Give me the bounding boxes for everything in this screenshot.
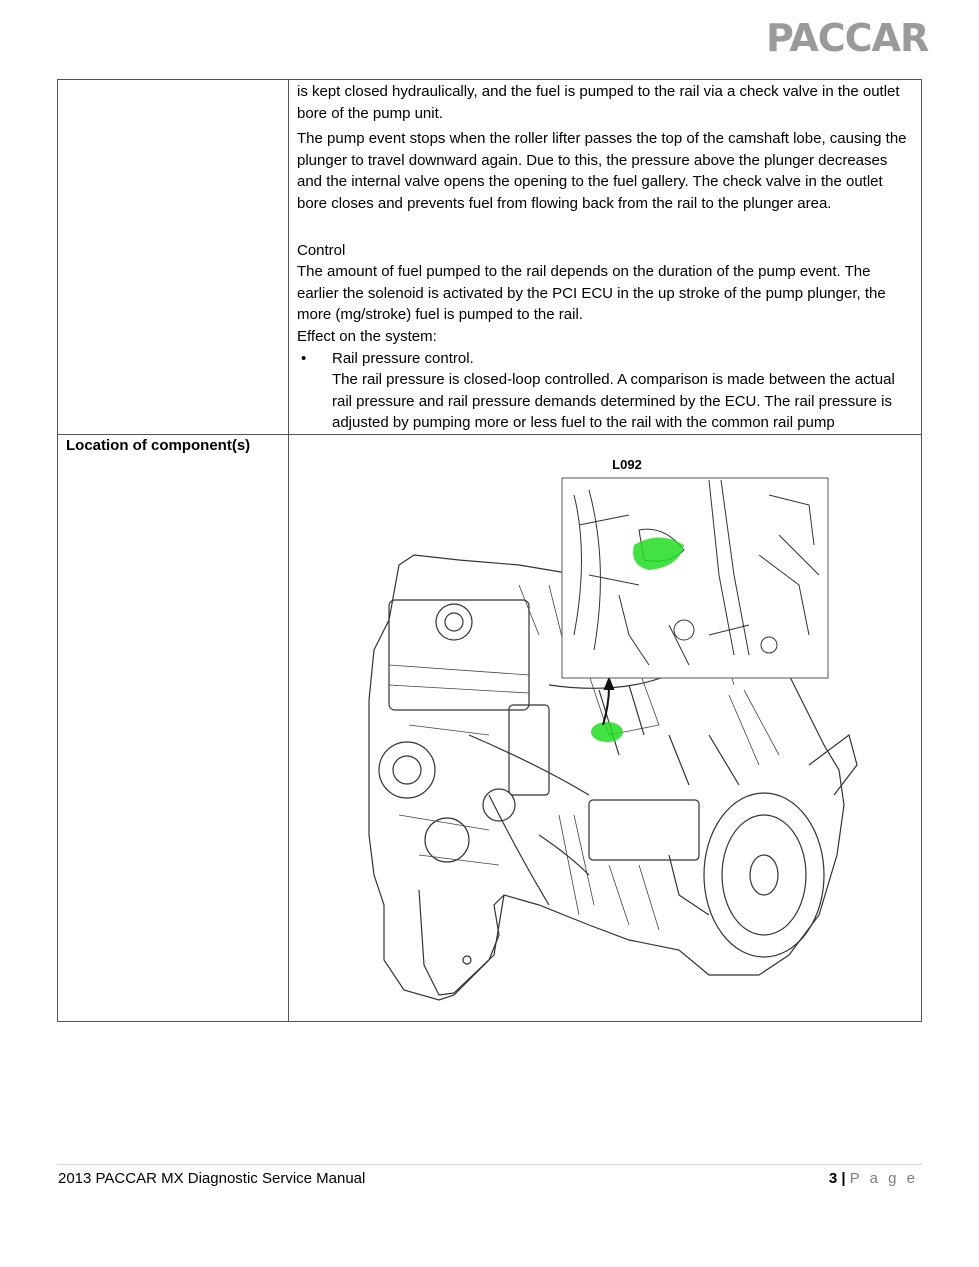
engine-illustration bbox=[289, 435, 922, 1021]
label-cell-location bbox=[58, 434, 289, 1021]
effect-heading: Effect on the system: bbox=[297, 327, 437, 345]
table-row bbox=[58, 434, 922, 1021]
description-cell bbox=[289, 80, 922, 435]
label-cell-empty bbox=[58, 80, 289, 435]
location-label: Location of component(s) bbox=[66, 436, 251, 454]
page-indicator bbox=[829, 1168, 918, 1190]
figure-cell bbox=[289, 434, 922, 1021]
page-label: P a g e bbox=[849, 1170, 918, 1187]
list-item bbox=[297, 348, 913, 434]
control-text: The amount of fuel pumped to the rail depends on the duration of the pump event. The earlier the solenoid is activated by the PCI ECU in the up stroke of the pump plunger, the more (mg/stroke) fuel is pumped to the rail. bbox=[297, 263, 886, 324]
control-heading: Control bbox=[297, 241, 346, 259]
paragraph-pump-event: The pump event stops when the roller lifter passes the top of the camshaft lobe, causing the plunger to travel downward again. Due to this, the pressure above the plunger decreases and the internal valve opens the opening to the fuel gallery. The check valve in the outlet bore closes and prevents fuel from flowing back from the rail to the plunger area. bbox=[297, 130, 907, 212]
flywheel bbox=[704, 735, 857, 957]
bullet-title: Rail pressure control. bbox=[332, 349, 474, 367]
bullet-text: The rail pressure is closed-loop controlled. A comparison is made between the actual rail pressure and rail pressure demands determined by the ECU. The rail pressure is adjusted by pumping more or less fuel to the rail with the common rail pump bbox=[332, 371, 895, 432]
paragraph-check-valve: is kept closed hydraulically, and the fuel is pumped to the rail via a check valve in the outlet bore of the pump unit. bbox=[297, 83, 900, 122]
manual-title: 2013 PACCAR MX Diagnostic Service Manual bbox=[58, 1170, 366, 1187]
component-table bbox=[57, 79, 922, 1022]
page-footer bbox=[57, 1164, 922, 1187]
page-number: 3 bbox=[828, 1170, 838, 1187]
detail-inset bbox=[562, 478, 828, 678]
table-row bbox=[58, 80, 922, 435]
page-separator: | bbox=[841, 1170, 846, 1187]
highlight-pump-main bbox=[591, 722, 623, 742]
bullet-icon: • bbox=[301, 349, 307, 367]
paccar-logo: PACCAR bbox=[766, 16, 929, 60]
figure-code: L092 bbox=[612, 456, 642, 472]
